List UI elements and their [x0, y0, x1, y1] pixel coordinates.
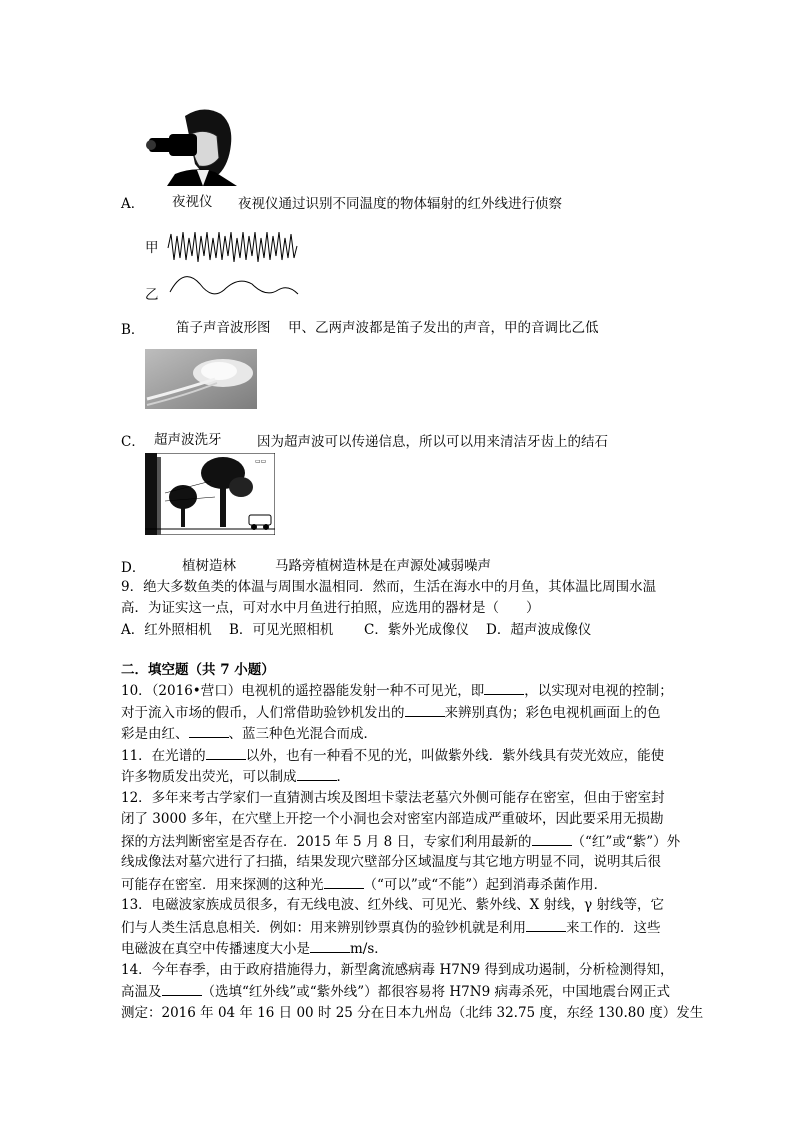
option-b-letter: B． [121, 322, 145, 338]
answer-blank[interactable] [526, 917, 566, 932]
answer-blank[interactable] [310, 938, 350, 953]
option-d-letter: D． [121, 560, 146, 576]
q12-line3: 探的方法判断密室是否存在．2015 年 5 月 8 日，专家们利用最新的 （“红”或“紫”）外 [121, 831, 680, 852]
option-c-letter: C． [121, 434, 145, 450]
answer-blank[interactable] [405, 702, 445, 717]
q9-choice-c: C．紫外光成像仪 [364, 622, 469, 638]
q9-choice-d: D．超声波成像仪 [486, 622, 592, 638]
option-c-caption: 超声波洗牙 [154, 432, 222, 448]
option-c-text: 因为超声波可以传递信息，所以可以用来清洁牙齿上的结石 [257, 434, 608, 450]
q13-line3: 电磁波在真空中传播速度大小是 m/s． [121, 938, 388, 959]
option-a-letter: A． [121, 196, 145, 212]
answer-blank[interactable] [484, 680, 524, 695]
tree-planting-image [145, 453, 275, 535]
q12-line5: 可能存在密室．用来探测的这种光 （“可以”或“不能”）起到消毒杀菌作用． [121, 874, 607, 895]
answer-blank[interactable] [324, 874, 364, 889]
wave-label-yi: 乙 [145, 287, 159, 303]
q10-line3: 彩是由红、 、蓝三种色光混合而成． [121, 723, 377, 744]
q12-line1: 12．多年来考古学家们一直猜测古埃及图坦卡蒙法老墓穴外侧可能存在密室，但由于密室封 [121, 790, 665, 806]
q11-line2: 许多物质发出荧光，可以制成 ． [121, 766, 350, 787]
q14-line2: 高温及 （选填“红外线”或“紫外线”）都很容易将 H7N9 病毒杀死，中国地震台网正式 [121, 981, 670, 1002]
q9-choice-b: B．可见光照相机 [229, 622, 334, 638]
answer-blank[interactable] [532, 831, 572, 846]
svg-text:▭▭: ▭▭ [255, 458, 267, 465]
waveform-image [166, 228, 300, 304]
option-a-text: 夜视仪通过识别不同温度的物体辐射的红外线进行侦察 [238, 196, 562, 212]
q9-choice-a: A．红外照相机 [121, 622, 212, 638]
q12-line2: 闭了 3000 多年，在穴壁上开挖一个小洞也会对密室内部造成严重破坏，因此要采用无损勘 [121, 811, 664, 827]
option-d-caption: 植树造林 [182, 558, 236, 574]
answer-blank[interactable] [206, 745, 246, 760]
option-a-caption: 夜视仪 [172, 194, 213, 210]
q9-line2: 高．为证实这一点，可对水中月鱼进行拍照，应选用的器材是（ ） [121, 600, 540, 616]
q14-line1: 14．今年春季，由于政府措施得力，新型禽流感病毒 H7N9 得到成功遏制，分析检测得知， [121, 962, 674, 978]
option-b-text: 甲、乙两声波都是笛子发出的声音，甲的音调比乙低 [288, 320, 599, 336]
answer-blank[interactable] [162, 981, 202, 996]
q13-line1: 13．电磁波家族成员很多，有无线电波、红外线、可见光、紫外线、X 射线，γ 射线等，它 [121, 897, 664, 913]
section-heading: 二．填空题（共 7 小题） [121, 662, 275, 678]
night-vision-image [145, 104, 241, 186]
q12-line4: 线成像法对墓穴进行了扫描，结果发现穴壁部分区域温度与其它地方明显不同，说明其后很 [121, 854, 661, 870]
q10-line2: 对于流入市场的假币，人们常借助验钞机发出的 来辨别真伪；彩色电视机画面上的色 [121, 702, 661, 723]
option-b-caption: 笛子声音波形图 [176, 320, 271, 336]
ultrasonic-cleaning-image [145, 349, 257, 409]
wave-label-jia: 甲 [145, 240, 159, 256]
answer-blank[interactable] [189, 723, 229, 738]
answer-blank[interactable] [297, 766, 337, 781]
q13-line2: 们与人类生活息息相关．例如：用来辨别钞票真伪的验钞机就是利用 来工作的．这些 [121, 917, 661, 938]
q14-line3: 测定：2016 年 04 年 16 日 00 时 25 分在日本九州岛（北纬 32.75 度，东经 130.80 度）发生 [121, 1005, 704, 1021]
q9-line1: 9．绝大多数鱼类的体温与周围水温相同．然而，生活在海水中的月鱼，其体温比周围水温 [121, 579, 657, 595]
option-d-text: 马路旁植树造林是在声源处减弱噪声 [275, 558, 491, 574]
q11-line1: 11．在光谱的 以外，也有一种看不见的光，叫做紫外线．紫外线具有荧光效应，能使 [121, 745, 664, 766]
q10-line1: 10．（2016•营口）电视机的遥控器能发射一种不可见光，即 ，以实现对电视的控制； [121, 680, 673, 701]
